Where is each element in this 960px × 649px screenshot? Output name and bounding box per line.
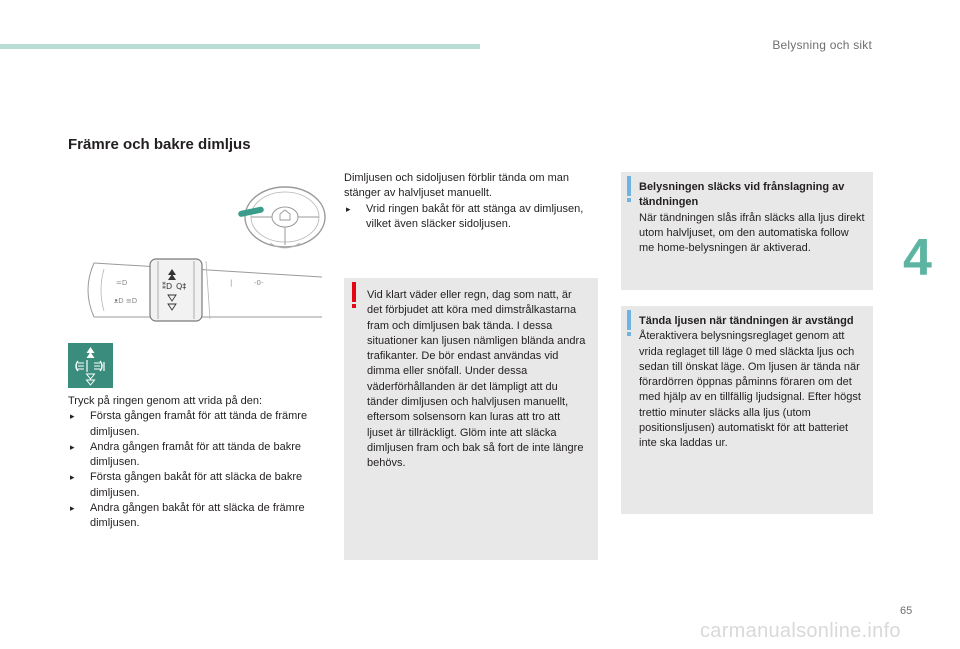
- svg-text:=D: =D: [116, 279, 128, 287]
- warning-marker-icon: [352, 282, 356, 302]
- light-stalk-icon: [82, 255, 327, 325]
- middle-intro: Dimljusen och sidoljusen förblir tända om man stänger av halvljuset manuellt.: [344, 172, 569, 200]
- info-text: När tändningen slås ifrån släcks alla ljus direkt utom halvljuset, om den automatiska follow me home-belysningen är aktiverad.: [639, 211, 865, 255]
- info-text: Återaktivera belysningsreglaget genom att vrida reglaget till läge 0 med släckta ljus och sedan till önskat läge. Om ljusen är tända när förardörren öppnas påminns föraren om det med hjälp av en tillfällig ljudsignal. Efter högst trettio minuter släcks alla ljus (utom positionsljusen) automatiskt för att batteriet inte ska laddas ur.: [639, 330, 861, 450]
- instruction-list: [68, 409, 330, 531]
- list-item: ▸ Andra gången bakåt för att släcka de främre dimljusen.: [68, 501, 330, 532]
- page-number: 65: [900, 605, 913, 617]
- warning-box: [344, 278, 598, 560]
- steering-wheel-icon: [230, 183, 330, 255]
- warning-marker-dot: [352, 304, 356, 308]
- info-title: Belysningen släcks vid frånslagning av tändningen: [639, 181, 845, 209]
- list-item: ▸ Första gången framåt för att tända de främre dimljusen.: [68, 409, 330, 440]
- info-box-lights-ignition-off: [621, 306, 873, 514]
- svg-text:Q‡: Q‡: [176, 282, 187, 291]
- section-title: Belysning och sikt: [772, 38, 872, 52]
- middle-text-block: [344, 171, 602, 232]
- middle-list: [344, 202, 602, 233]
- svg-text:ᴥD ≡D: ᴥD ≡D: [114, 297, 138, 305]
- list-item: ▸ Första gången bakåt för att släcka de bakre dimljusen.: [68, 470, 330, 501]
- header-accent-bar: [0, 44, 480, 49]
- list-item: ▸ Vrid ringen bakåt för att stänga av dimljusen, vilket även släcker sidoljusen.: [344, 202, 602, 233]
- chapter-number: 4: [903, 229, 932, 287]
- instruction-block: [68, 394, 330, 532]
- list-item: ▸ Andra gången framåt för att tända de bakre dimljusen.: [68, 440, 330, 471]
- warning-text: Vid klart väder eller regn, dag som natt, är det förbjudet att köra med dimstrålkastarna fram och dimljusen bak tända. I dessa situationer kan ljusen nämligen blända andra trafikanter. De bör endast användas vid dimma eller snöfall. Under dessa väderförhållanden är det lämpligt att du tänder dimljusen och halvljusen manuellt, eftersom solsensorn kan luras att tro att ljuset är tillräckligt. Glöm inte att släcka dimljusen fram och bak så fort de inte längre behövs.: [367, 289, 586, 470]
- watermark: carmanualsonline.info: [700, 620, 901, 642]
- svg-text:⁑D: ⁑D: [162, 282, 173, 291]
- info-marker-icon: [627, 310, 631, 330]
- fog-light-switch-icon: [68, 343, 113, 388]
- page-heading: Främre och bakre dimljus: [68, 136, 251, 153]
- info-title: Tända ljusen när tändningen är avstängd: [639, 315, 854, 327]
- info-marker-dot: [627, 332, 631, 336]
- info-marker-icon: [627, 176, 631, 196]
- info-box-ignition-off: [621, 172, 873, 290]
- instruction-intro: Tryck på ringen genom att vrida på den:: [68, 395, 263, 407]
- info-marker-dot: [627, 198, 631, 202]
- svg-text:-0-: -0-: [254, 279, 264, 287]
- svg-text:|: |: [230, 279, 233, 287]
